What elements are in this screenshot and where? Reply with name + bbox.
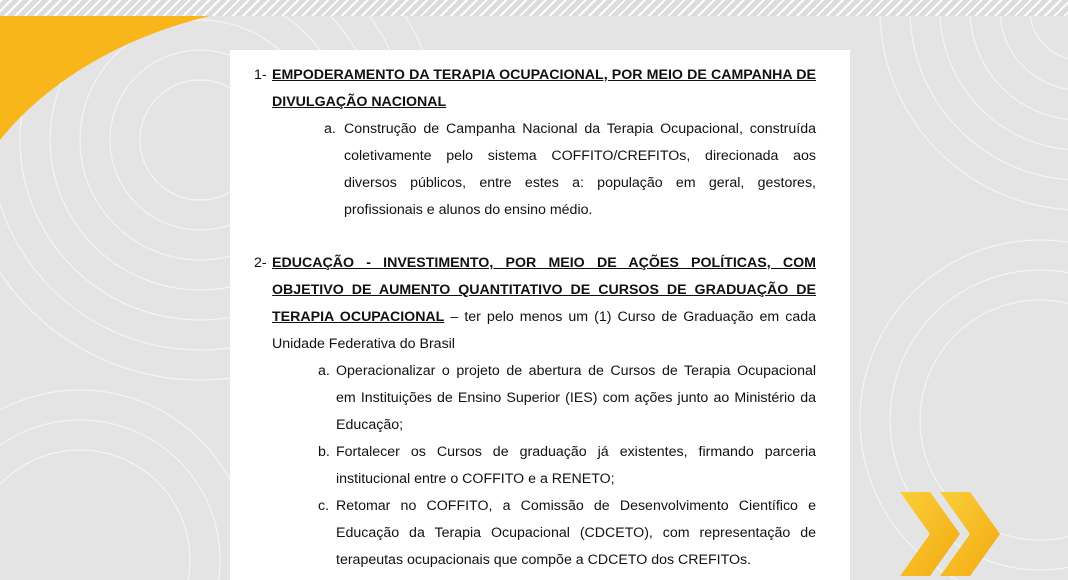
subitem-text: Fortalecer os Cursos de graduação já existentes, firmando parceria institucional entre o COFFITO e a RENETO; [336, 444, 816, 487]
item-heading-paragraph [272, 250, 816, 358]
subitem-text: Construção de Campanha Nacional da Terapia Ocupacional, construída coletivamente pelo sistema COFFITO/CREFITOs, direcionada aos diversos públicos, entre estes a: população em geral, gestores, profissionais e alunos do ensino médio. [344, 121, 816, 218]
item-heading: EMPODERAMENTO DA TERAPIA OCUPACIONAL, POR MEIO DE CAMPANHA DE DIVULGAÇÃO NACIONAL [272, 67, 816, 110]
subitem [272, 358, 816, 439]
subitem [272, 439, 816, 493]
item-heading-suffix: – ter pelo menos um (1) Curso de Graduação em cada Unidade Federativa do Brasil [272, 309, 817, 352]
subitem [272, 116, 816, 224]
document-page [230, 50, 850, 580]
yellow-swoosh [0, 16, 210, 140]
subitem-marker: a. [318, 363, 330, 379]
item-heading: EDUCAÇÃO - INVESTIMENTO, POR MEIO DE AÇÕES POLÍTICAS, COM OBJETIVO DE AUMENTO QUANTITATIVO DE CURSOS DE GRADUAÇÃO DE TERAPIA OCUPACIONAL [272, 255, 816, 325]
subitem-text: Retomar no COFFITO, a Comissão de Desenvolvimento Científico e Educação da Terapia Ocupacional (CDCETO), com representação de terapeutas ocupacionais que compõe a CDCETO dos CREFITOs. [336, 498, 816, 568]
item-2 [254, 250, 816, 574]
item-number: 1- [254, 67, 267, 83]
subitem-marker: b. [318, 444, 330, 460]
double-chevron-right-icon [898, 490, 1006, 580]
subitem-marker: c. [318, 498, 330, 514]
top-hatch-band [0, 0, 1068, 16]
subitem-text: Operacionalizar o projeto de abertura de Cursos de Terapia Ocupacional em Instituições de Ensino Superior (IES) com ações junto ao Ministério da Educação; [336, 363, 816, 433]
subitem [272, 493, 816, 574]
item-number: 2- [254, 255, 267, 271]
subitem-marker: a. [324, 121, 336, 137]
item-1 [254, 62, 816, 224]
